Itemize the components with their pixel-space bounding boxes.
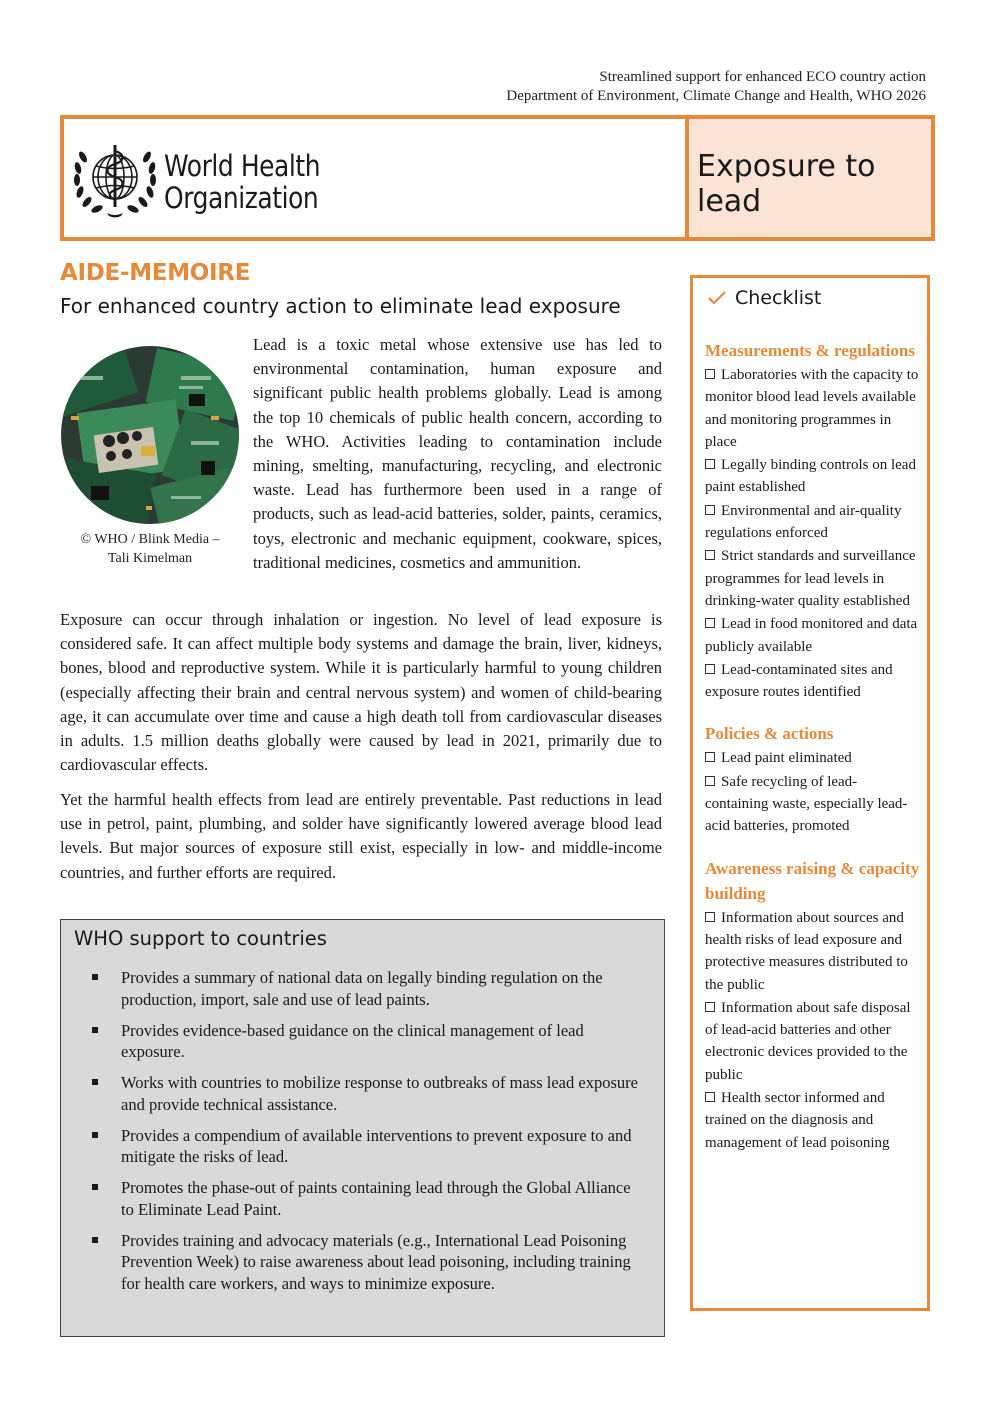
checklist-section-measurements bbox=[705, 338, 920, 703]
checklist-header bbox=[707, 287, 821, 309]
checklist-item[interactable] bbox=[705, 1087, 920, 1154]
checklist-panel bbox=[690, 275, 930, 1311]
checkbox-icon[interactable] bbox=[705, 664, 715, 674]
checkbox-icon[interactable] bbox=[705, 912, 715, 922]
checklist-title: Checklist bbox=[735, 287, 822, 309]
photo-credit-line1: © WHO / Blink Media – bbox=[80, 532, 220, 547]
checklist-sections bbox=[705, 338, 920, 1172]
document-meta bbox=[506, 68, 926, 106]
who-logo bbox=[64, 119, 685, 237]
checkbox-icon[interactable] bbox=[705, 618, 715, 628]
who-emblem-icon bbox=[69, 137, 161, 221]
topic-title-panel bbox=[685, 119, 931, 237]
checklist-item-text: Legally binding controls on lead paint established bbox=[705, 457, 916, 496]
checklist-item[interactable] bbox=[705, 907, 920, 996]
checklist-item-text: Lead in food monitored and data publicly available bbox=[705, 616, 918, 655]
photo-credit bbox=[61, 530, 239, 568]
photo-credit-line2: Tali Kimelman bbox=[107, 551, 193, 566]
who-wordmark bbox=[164, 150, 320, 214]
checkbox-icon[interactable] bbox=[705, 776, 715, 786]
checkbox-icon[interactable] bbox=[705, 550, 715, 560]
checklist-section-heading: Measurements & regulations bbox=[705, 341, 915, 360]
who-support-list bbox=[61, 967, 664, 1304]
checkmark-icon bbox=[707, 290, 727, 306]
checklist-item[interactable] bbox=[705, 500, 920, 545]
checklist-item[interactable] bbox=[705, 364, 920, 453]
who-wordmark-line1: World Health bbox=[164, 149, 321, 183]
checklist-section-awareness bbox=[705, 856, 920, 1154]
checkbox-icon[interactable] bbox=[705, 459, 715, 469]
square-bullet-icon bbox=[92, 1237, 98, 1243]
checklist-section-heading: Policies & actions bbox=[705, 724, 834, 744]
checklist-item-text: Environmental and air-quality regulations enforced bbox=[705, 502, 902, 542]
circuit-board-image-icon bbox=[61, 346, 239, 524]
checklist-item[interactable] bbox=[705, 454, 920, 499]
square-bullet-icon bbox=[92, 1184, 98, 1190]
support-item-text: Provides a summary of national data on legally binding regulation on the production, import, sale and use of lead paints. bbox=[121, 968, 603, 1009]
checklist-item[interactable] bbox=[705, 545, 920, 612]
support-item bbox=[61, 1125, 664, 1168]
who-support-title: WHO support to countries bbox=[74, 927, 327, 950]
checklist-item[interactable] bbox=[705, 659, 920, 704]
checkbox-icon[interactable] bbox=[705, 1092, 715, 1102]
checkbox-icon[interactable] bbox=[705, 505, 715, 515]
square-bullet-icon bbox=[92, 974, 98, 980]
support-item bbox=[61, 1072, 664, 1115]
exposure-paragraph: Exposure can occur through inhalation or ingestion. No level of lead exposure is considered safe. It can affect multiple body systems and damage the brain, liver, kidneys, bones, blood and reproductive system. While it is particularly harmful to young children (especially affecting their brain and central nervous system) and women of child-bearing age, it can accumulate over time and cause a high death toll from cardiovascular diseases in adults. 1.5 million deaths globally were caused by lead in 2021, primarily due to cardiovascular effects. bbox=[60, 610, 662, 775]
support-item bbox=[61, 1020, 664, 1063]
checkbox-icon[interactable] bbox=[705, 1002, 715, 1012]
e-waste-photo bbox=[61, 346, 239, 524]
square-bullet-icon bbox=[92, 1079, 98, 1085]
page-subtitle: For enhanced country action to eliminate lead exposure bbox=[60, 294, 621, 318]
checklist-item[interactable] bbox=[705, 613, 920, 658]
checkbox-icon[interactable] bbox=[705, 369, 715, 379]
checklist-item-text: Strict standards and surveillance programmes for lead levels in drinking-water quality established bbox=[705, 548, 916, 609]
checklist-item-text: Information about safe disposal of lead-acid batteries and other electronic devices provided to the public bbox=[705, 999, 911, 1083]
support-item-text: Promotes the phase-out of paints containing lead through the Global Alliance to Eliminate Lead Paint. bbox=[121, 1178, 631, 1219]
topic-title-line1: Exposure to bbox=[697, 149, 876, 184]
support-item-text: Provides a compendium of available interventions to prevent exposure to and mitigate the risks of lead. bbox=[121, 1125, 632, 1166]
checklist-section-heading: Awareness raising & capacity building bbox=[705, 858, 920, 903]
checklist-item-text: Safe recycling of lead-containing waste, especially lead-acid batteries, promoted bbox=[705, 773, 908, 835]
support-item-text: Provides training and advocacy materials (e.g., International Lead Poisoning Prevention Week) to raise awareness about lead poisoning, including training for health care workers, and ways to minimize exposure. bbox=[121, 1230, 631, 1293]
checklist-item-text: Information about sources and health risks of lead exposure and protective measures distributed to the public bbox=[705, 909, 908, 993]
checklist-item[interactable] bbox=[705, 997, 920, 1086]
support-item bbox=[61, 967, 664, 1010]
topic-title-line2: lead bbox=[697, 184, 762, 219]
support-item bbox=[61, 1230, 664, 1295]
preventable-paragraph: Yet the harmful health effects from lead are entirely preventable. Past reductions in lead use in petrol, paint, plumbing, and solder have significantly lowered average blood lead levels. But major sources of exposure still exist, especially in low- and middle-income countries, and further efforts are required. bbox=[60, 790, 662, 882]
checklist-item-text: Health sector informed and trained on the diagnosis and management of lead poisoning bbox=[705, 1090, 890, 1151]
square-bullet-icon bbox=[92, 1132, 98, 1138]
aide-memoire-label: AIDE-MEMOIRE bbox=[60, 260, 251, 286]
header-band bbox=[60, 115, 935, 241]
support-item bbox=[61, 1177, 664, 1220]
intro-paragraph: Lead is a toxic metal whose extensive use has led to environmental contamination, human exposure and significant public health problems globally. Lead is among the top 10 chemicals of public health concern, according to the WHO. Activities leading to contamination include mining, smelting, manufacturing, recycling, and electronic waste. Lead has furthermore been used in a range of products, such as lead-acid batteries, solder, paints, ceramics, toys, electronic and mechanic equipment, cookware, spices, traditional medicines, cosmetics and ammunition. bbox=[253, 335, 662, 572]
who-support-box bbox=[60, 919, 665, 1337]
checklist-item-text: Lead paint eliminated bbox=[721, 750, 852, 767]
checklist-item-text: Lead-contaminated sites and exposure routes identified bbox=[705, 661, 893, 701]
meta-line-department: Department of Environment, Climate Change and Health, WHO 2026 bbox=[506, 88, 926, 104]
checklist-item-text: Laboratories with the capacity to monitor blood lead levels available and monitoring programmes in place bbox=[705, 367, 919, 450]
checklist-section-policies bbox=[705, 721, 920, 837]
support-item-text: Works with countries to mobilize response to outbreaks of mass lead exposure and provide technical assistance. bbox=[121, 1073, 638, 1114]
square-bullet-icon bbox=[92, 1027, 98, 1033]
support-item-text: Provides evidence-based guidance on the clinical management of lead exposure. bbox=[121, 1020, 584, 1061]
who-wordmark-line2: Organization bbox=[164, 181, 319, 215]
checklist-item[interactable] bbox=[705, 771, 920, 838]
checklist-item[interactable] bbox=[705, 747, 920, 769]
meta-line-series: Streamlined support for enhanced ECO country action bbox=[599, 69, 926, 85]
checkbox-icon[interactable] bbox=[705, 752, 715, 762]
